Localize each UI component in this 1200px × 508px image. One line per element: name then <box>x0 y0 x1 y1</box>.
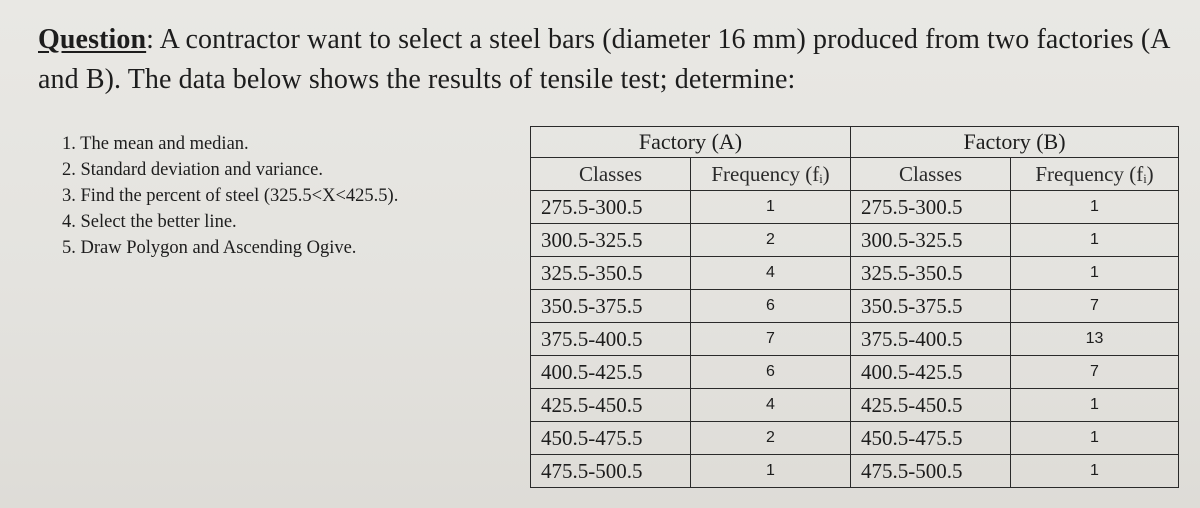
task-item: 3. Find the percent of steel (325.5<X<425.5). <box>62 186 399 206</box>
factory-b-class-cell: 375.5-400.5 <box>851 323 1011 356</box>
factory-b-class-cell: 300.5-325.5 <box>851 224 1011 257</box>
table-row <box>531 455 1179 488</box>
question-paragraph <box>38 20 1178 100</box>
factory-b-frequency-cell: 1 <box>1011 389 1179 422</box>
factory-b-frequency-header: Frequency (fᵢ) <box>1011 158 1179 191</box>
task-item: 5. Draw Polygon and Ascending Ogive. <box>62 238 357 258</box>
factory-a-frequency-cell: 4 <box>691 257 851 290</box>
factory-a-class-cell: 475.5-500.5 <box>531 455 691 488</box>
table-row <box>531 224 1179 257</box>
factory-a-classes-header: Classes <box>531 158 691 191</box>
table-row <box>531 356 1179 389</box>
factory-b-frequency-cell: 1 <box>1011 224 1179 257</box>
table-row <box>531 323 1179 356</box>
factory-b-class-cell: 425.5-450.5 <box>851 389 1011 422</box>
factory-b-frequency-cell: 7 <box>1011 290 1179 323</box>
factory-b-frequency-cell: 1 <box>1011 422 1179 455</box>
factory-a-class-cell: 275.5-300.5 <box>531 191 691 224</box>
task-item: 2. Standard deviation and variance. <box>62 160 323 180</box>
task-list <box>62 131 522 261</box>
factory-b-frequency-cell: 1 <box>1011 191 1179 224</box>
table-row <box>531 191 1179 224</box>
factory-b-frequency-cell: 13 <box>1011 323 1179 356</box>
factory-a-class-cell: 375.5-400.5 <box>531 323 691 356</box>
factory-a-frequency-cell: 1 <box>691 455 851 488</box>
factory-a-frequency-cell: 2 <box>691 224 851 257</box>
table-row <box>531 257 1179 290</box>
factory-header-row <box>531 127 1179 158</box>
factory-b-frequency-cell: 1 <box>1011 455 1179 488</box>
task-item: 4. Select the better line. <box>62 212 237 232</box>
factory-b-frequency-cell: 7 <box>1011 356 1179 389</box>
factory-a-frequency-cell: 4 <box>691 389 851 422</box>
factory-b-class-cell: 350.5-375.5 <box>851 290 1011 323</box>
column-header-row <box>531 158 1179 191</box>
table-row <box>531 422 1179 455</box>
factory-b-header: Factory (B) <box>851 127 1179 158</box>
factory-a-class-cell: 350.5-375.5 <box>531 290 691 323</box>
factory-b-class-cell: 475.5-500.5 <box>851 455 1011 488</box>
factory-b-class-cell: 450.5-475.5 <box>851 422 1011 455</box>
factory-a-class-cell: 400.5-425.5 <box>531 356 691 389</box>
table-row <box>531 290 1179 323</box>
question-text: : A contractor want to select a steel bars (diameter 16 mm) produced from two factories (A and B). The data below shows the results of tensile test; determine: <box>38 24 1170 95</box>
factory-b-class-cell: 275.5-300.5 <box>851 191 1011 224</box>
factory-a-class-cell: 300.5-325.5 <box>531 224 691 257</box>
factory-a-frequency-cell: 6 <box>691 356 851 389</box>
factory-b-frequency-cell: 1 <box>1011 257 1179 290</box>
task-item: 1. The mean and median. <box>62 134 249 154</box>
factory-a-frequency-cell: 1 <box>691 191 851 224</box>
factory-a-class-cell: 325.5-350.5 <box>531 257 691 290</box>
factory-a-frequency-cell: 2 <box>691 422 851 455</box>
factory-a-frequency-header: Frequency (fᵢ) <box>691 158 851 191</box>
factory-b-classes-header: Classes <box>851 158 1011 191</box>
factory-a-frequency-cell: 7 <box>691 323 851 356</box>
factory-a-class-cell: 450.5-475.5 <box>531 422 691 455</box>
frequency-table <box>530 126 1179 488</box>
question-label: Question <box>38 24 147 55</box>
table-row <box>531 389 1179 422</box>
factory-a-class-cell: 425.5-450.5 <box>531 389 691 422</box>
factory-b-class-cell: 400.5-425.5 <box>851 356 1011 389</box>
factory-b-class-cell: 325.5-350.5 <box>851 257 1011 290</box>
factory-a-header: Factory (A) <box>531 127 851 158</box>
factory-a-frequency-cell: 6 <box>691 290 851 323</box>
